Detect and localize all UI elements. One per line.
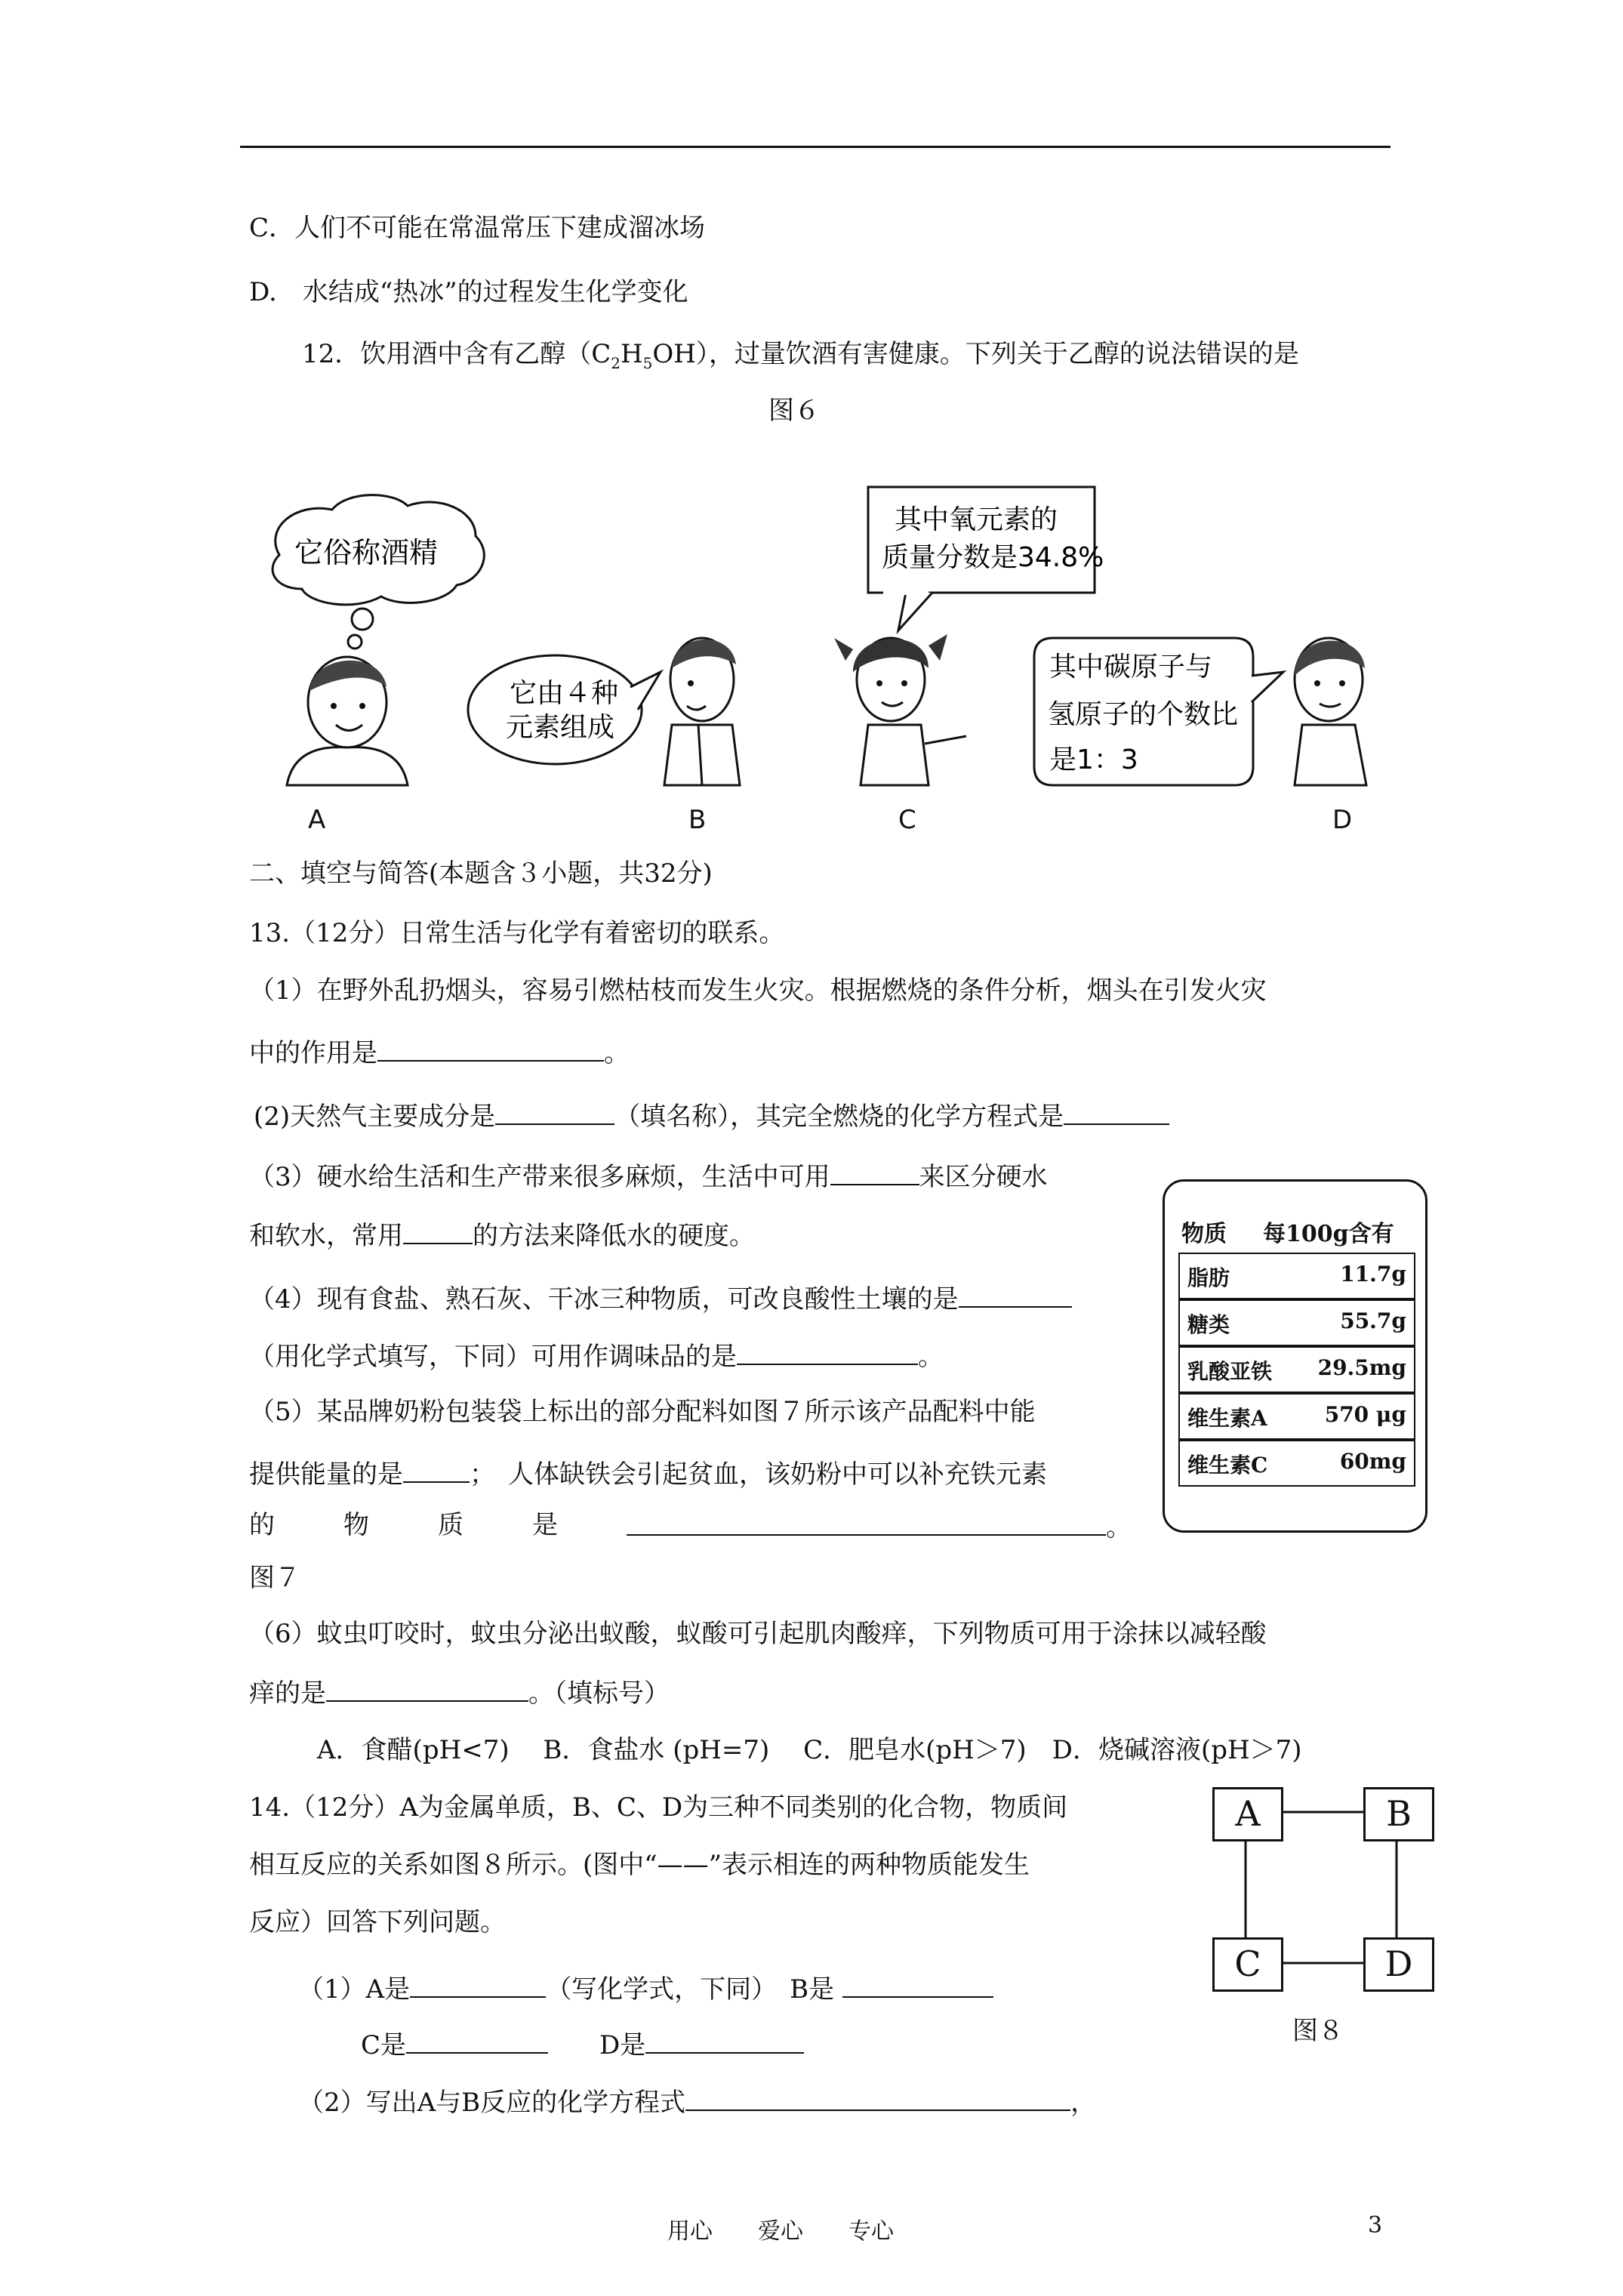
- fig8-caption: 图８: [1292, 2016, 1344, 2046]
- footer-motto: 用心 爱心 专心: [667, 2218, 894, 2245]
- q13-p6-options: A．食醋(pH<7) B．食盐水 (pH=7) C．肥皂水(pH＞7) D．烧碱溶液(pH＞7): [317, 1735, 1302, 1765]
- fig7-row-value: 11.7g: [1340, 1262, 1406, 1287]
- q13-p4-line1: [249, 1282, 1072, 1314]
- person-c-icon: [834, 634, 966, 785]
- q13-p3-text-a: （3）硬水给生活和生产带来很多麻烦，生活中可用: [249, 1162, 830, 1192]
- q13-p2: [254, 1099, 1169, 1132]
- bubble-d-text-2: 氢原子的个数比: [1048, 699, 1239, 730]
- fig7-row-key: 糖类: [1187, 1312, 1230, 1337]
- q14-line2: 相互反应的关系如图８所示。(图中“——”表示相连的两种物质能发生: [249, 1850, 1030, 1880]
- q14-p1-blank-a[interactable]: [410, 1972, 546, 1998]
- q13-p5-d2: 物: [343, 1510, 369, 1540]
- q13-p3-line2: [249, 1219, 755, 1251]
- fig7-caption: 图７: [249, 1563, 300, 1593]
- q14-p2-text: （2）写出A与B反应的化学方程式: [298, 2088, 686, 2118]
- fig6-label-b: B: [688, 805, 707, 835]
- q13-p1-text: 中的作用是: [249, 1038, 377, 1068]
- fig6-label-a: A: [308, 805, 326, 835]
- bubble-b: [468, 655, 661, 764]
- fig7-nutrition-table: [1163, 1179, 1427, 1533]
- fig6-label-c: C: [898, 805, 916, 835]
- q13-p6-line1: （6）蚊虫叮咬时，蚊虫分泌出蚁酸，蚁酸可引起肌肉酸痒，下列物质可用于涂抹以减轻酸: [249, 1619, 1267, 1649]
- bubble-c: [868, 487, 1104, 630]
- bubble-c-text-1: 其中氧元素的: [895, 504, 1058, 535]
- q12-mid: H: [621, 339, 643, 369]
- q14-p1-text-a: （1）A是: [298, 1974, 411, 2005]
- q14-p1-line1: [298, 1972, 993, 2005]
- q13-p5-text-c: ； 人体缺铁会引起贫血，该奶粉中可以补充铁元素: [470, 1459, 1047, 1490]
- fig6-illustration: [249, 483, 1434, 838]
- fig7-header-value: 每100g含有: [1263, 1221, 1394, 1247]
- q13-p6-text-c: 。（填标号）: [528, 1678, 670, 1709]
- fig7-row: [1178, 1299, 1415, 1346]
- q13-p3-line1: [249, 1160, 1048, 1192]
- q13-p2-text-a: (2)天然气主要成分是: [254, 1102, 496, 1132]
- q14-p2-blank[interactable]: [685, 2085, 1070, 2111]
- fig8-box-d: D: [1363, 1937, 1434, 1992]
- fig8-box-b: B: [1363, 1787, 1434, 1841]
- q13-p5-blank-2[interactable]: [627, 1510, 1106, 1536]
- q14-p1-blank-d[interactable]: [645, 2028, 804, 2054]
- q13-p4-line2: [249, 1339, 944, 1372]
- section-2-heading: 二、填空与简答(本题含３小题，共32分): [249, 858, 713, 889]
- fig6-caption: 图６: [768, 396, 820, 426]
- q13-p5-line3-blank-wrap: [627, 1510, 1132, 1542]
- option-c: C．人们不可能在常温常压下建成溜冰场: [249, 213, 706, 243]
- fig7-row-key: 维生素A: [1187, 1406, 1267, 1431]
- page-number: 3: [1368, 2212, 1383, 2239]
- q13-p6-line2: [249, 1676, 670, 1709]
- q13-p3-text-d: 的方法来降低水的硬度。: [473, 1221, 755, 1251]
- q13-p6-text-b: 痒的是: [249, 1678, 326, 1709]
- fig7-row-value: 55.7g: [1340, 1308, 1406, 1333]
- q13-p5-line2: [249, 1457, 1047, 1490]
- q13-p4-blank-1[interactable]: [959, 1282, 1072, 1308]
- q13-p6-blank[interactable]: [326, 1676, 528, 1702]
- bubble-a: [273, 495, 484, 649]
- q13-p5-end: 。: [1106, 1512, 1132, 1542]
- q13-p5-d3: 质: [438, 1510, 463, 1540]
- q14-p2: [298, 2085, 1096, 2118]
- q12-prefix: 12．饮用酒中含有乙醇（C: [302, 339, 611, 369]
- bubble-a-text: 它俗称酒精: [294, 536, 439, 569]
- bubble-b-text-1: 它由４种: [510, 678, 619, 709]
- question-12: [302, 339, 1299, 378]
- q13-p1-end: 。: [604, 1038, 630, 1068]
- q13-p4-blank-2[interactable]: [737, 1339, 918, 1365]
- q14-p1-blank-c[interactable]: [406, 2028, 548, 2054]
- q13-p1-answer-blank[interactable]: [377, 1036, 604, 1062]
- fig7-row-key: 乳酸亚铁: [1187, 1359, 1273, 1384]
- bubble-b-text-2: 元素组成: [506, 712, 615, 743]
- fig7-row: [1178, 1393, 1415, 1440]
- fig7-row-key: 脂肪: [1187, 1265, 1230, 1290]
- bubble-d-text-3: 是1：3: [1049, 744, 1138, 775]
- q13-p1-line2: [249, 1036, 630, 1068]
- fig7-row: [1178, 1346, 1415, 1393]
- q14-line1: 14.（12分）A为金属单质，B、C、D为三种不同类别的化合物，物质间: [249, 1792, 1068, 1823]
- fig7-row-value: 570 μg: [1324, 1402, 1406, 1427]
- bubble-d-text-1: 其中碳原子与: [1049, 652, 1213, 683]
- fig8-box-a: A: [1212, 1787, 1283, 1841]
- q14-p1-line2: [361, 2028, 804, 2060]
- q13-p5-line1: （5）某品牌奶粉包装袋上标出的部分配料如图７所示该产品配料中能: [249, 1397, 1036, 1427]
- q13-p2-blank-1[interactable]: [495, 1099, 614, 1125]
- q14-p1-blank-b[interactable]: [842, 1972, 993, 1998]
- person-a-icon: [287, 657, 408, 785]
- q13-p5-text-b: 提供能量的是: [249, 1459, 403, 1490]
- fig7-header-key: 物质: [1181, 1221, 1227, 1247]
- q14-p1-text-b: （写化学式，下同） B是: [546, 1974, 835, 2005]
- q12-sub2: 2: [611, 353, 621, 372]
- person-b-icon: [664, 638, 740, 785]
- q14-p1-text-d: D是: [599, 2030, 646, 2060]
- fig6-label-d: D: [1332, 805, 1353, 835]
- q13-p5-d1: 的: [249, 1510, 275, 1540]
- q12-sub5: 5: [642, 353, 653, 372]
- fig7-row: [1178, 1253, 1415, 1299]
- q13-p5-d4: 是: [532, 1510, 558, 1540]
- q13-p4-end: 。: [918, 1342, 944, 1372]
- q13-p3-text-b: 来区分硬水: [919, 1162, 1048, 1192]
- q12-suffix: OH），过量饮酒有害健康。下列关于乙醇的说法错误的是: [652, 339, 1299, 369]
- q14-p2-end: ，: [1070, 2088, 1097, 2118]
- q13-p3-text-c: 和软水，常用: [249, 1221, 403, 1251]
- header-rule: [240, 146, 1390, 148]
- option-d: D. 水结成“热冰”的过程发生化学变化: [249, 277, 688, 307]
- q13-p1-line1: （1）在野外乱扔烟头，容易引燃枯枝而发生火灾。根据燃烧的条件分析，烟头在引发火灾: [249, 975, 1267, 1006]
- q13-title: 13.（12分）日常生活与化学有着密切的联系。: [249, 918, 785, 948]
- q13-p3-blank-2[interactable]: [403, 1219, 473, 1244]
- q14-p1-text-c: C是: [361, 2030, 407, 2060]
- q13-p3-blank-1[interactable]: [830, 1160, 919, 1185]
- fig7-row-value: 29.5mg: [1317, 1355, 1406, 1380]
- fig8-box-c: C: [1212, 1937, 1283, 1992]
- q13-p4-text-a: （4）现有食盐、熟石灰、干冰三种物质，可改良酸性土壤的是: [249, 1284, 959, 1314]
- q13-p4-text-b: （用化学式填写，下同）可用作调味品的是: [249, 1342, 737, 1372]
- q13-p2-blank-2[interactable]: [1064, 1099, 1169, 1125]
- q13-p5-blank-1[interactable]: [403, 1457, 470, 1483]
- bubble-c-text-2: 质量分数是34.8%: [882, 542, 1104, 573]
- bubble-d: [1034, 638, 1283, 785]
- fig7-row: [1178, 1440, 1415, 1487]
- q13-p2-text-b: （填名称），其完全燃烧的化学方程式是: [614, 1102, 1064, 1132]
- fig7-row-key: 维生素C: [1187, 1453, 1268, 1478]
- person-d-icon: [1295, 638, 1366, 785]
- q14-line3: 反应）回答下列问题。: [249, 1907, 506, 1937]
- fig7-row-value: 60mg: [1339, 1449, 1406, 1474]
